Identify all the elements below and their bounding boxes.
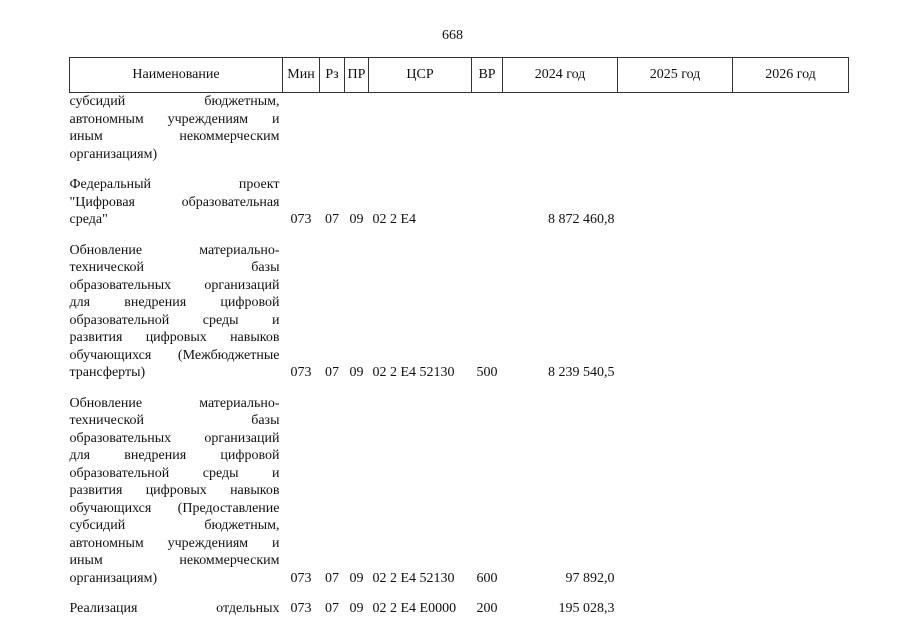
row-name <box>70 382 283 588</box>
row-csr: 02 2 Е4 52130 <box>372 365 455 380</box>
row-name-line: для внедрения цифровой <box>69 448 280 463</box>
table-header-row <box>70 58 849 93</box>
row-name-line: трансферты) <box>69 365 146 380</box>
row-2024: 8 872 460,8 <box>548 212 615 227</box>
row-2024 <box>503 93 618 164</box>
row-name-line: обучающихся (Предоставление <box>69 500 280 516</box>
row-2024: 195 028,3 <box>558 601 615 616</box>
row-2025 <box>618 229 733 382</box>
row-name-line: иным некоммерческим <box>69 129 280 144</box>
row-csr <box>369 93 472 164</box>
header-rz: Рз <box>320 58 345 93</box>
row-name-line: Реализация отдельных <box>69 601 280 616</box>
row-vr <box>472 163 503 229</box>
row-min <box>283 93 320 164</box>
page-number: 668 <box>442 28 463 43</box>
row-rz: 07 <box>325 365 339 380</box>
row-pr: 09 <box>349 570 364 586</box>
row-name-line: автономным учреждениям и <box>69 111 280 127</box>
row-2024: 8 239 540,5 <box>548 365 615 380</box>
table-row <box>70 93 849 164</box>
row-min: 073 <box>290 365 312 380</box>
row-name-line: образовательной среды и <box>69 465 280 481</box>
budget-table <box>69 57 849 618</box>
row-csr: 02 2 Е4 52130 <box>372 570 455 586</box>
row-2024: 97 892,0 <box>565 570 615 586</box>
header-2025: 2025 год <box>618 58 733 93</box>
row-2025 <box>618 587 733 618</box>
row-name-line: среда" <box>69 212 108 227</box>
row-2026 <box>733 382 849 588</box>
row-rz <box>320 93 345 164</box>
row-min: 073 <box>290 212 312 227</box>
row-vr: 200 <box>476 601 498 616</box>
row-csr: 02 2 Е4 <box>372 212 417 227</box>
row-rz: 07 <box>325 570 339 586</box>
row-name-line: организациям) <box>69 570 158 586</box>
row-name <box>70 229 283 382</box>
row-2025 <box>618 93 733 164</box>
row-name-line: для внедрения цифровой <box>69 295 280 310</box>
row-min: 073 <box>290 601 312 616</box>
header-min: Мин <box>283 58 320 93</box>
row-name <box>70 163 283 229</box>
row-name-line: развития цифровых навыков <box>69 483 280 498</box>
row-2026 <box>733 587 849 618</box>
header-name: Наименование <box>70 58 283 93</box>
row-name-line: обучающихся (Межбюджетные <box>69 347 280 363</box>
row-name <box>70 587 283 618</box>
row-csr: 02 2 Е4 Е0000 <box>372 601 457 616</box>
row-name-line: технической базы <box>69 260 280 275</box>
row-name-line: Обновление материально- <box>69 395 280 411</box>
header-pr: ПР <box>345 58 369 93</box>
row-2026 <box>733 93 849 164</box>
row-name-line: организациям) <box>69 146 158 162</box>
row-name-line: субсидий бюджетным, <box>69 518 280 533</box>
row-name-line: развития цифровых навыков <box>69 330 280 345</box>
row-2026 <box>733 229 849 382</box>
table-row <box>70 229 849 382</box>
row-2026 <box>733 163 849 229</box>
row-vr: 600 <box>476 570 498 586</box>
row-vr: 500 <box>476 365 498 380</box>
row-rz: 07 <box>325 212 339 227</box>
row-rz: 07 <box>325 601 339 616</box>
row-name-line: Обновление материально- <box>69 242 280 258</box>
row-2025 <box>618 382 733 588</box>
row-name-line: образовательных организаций <box>69 430 280 446</box>
row-pr <box>345 93 369 164</box>
row-pr: 09 <box>349 601 364 616</box>
row-pr: 09 <box>349 365 364 380</box>
row-pr: 09 <box>349 212 364 227</box>
header-vr: ВР <box>472 58 503 93</box>
header-2026: 2026 год <box>733 58 849 93</box>
row-name-line: "Цифровая образовательная <box>69 194 280 210</box>
row-vr <box>472 93 503 164</box>
header-csr: ЦСР <box>369 58 472 93</box>
row-name <box>70 93 283 164</box>
row-name-line: образовательных организаций <box>69 277 280 293</box>
table-row <box>70 382 849 588</box>
row-2025 <box>618 163 733 229</box>
row-name-line: технической базы <box>69 413 280 428</box>
header-2024: 2024 год <box>503 58 618 93</box>
table-row <box>70 587 849 618</box>
table-row <box>70 163 849 229</box>
row-name-line: образовательной среды и <box>69 312 280 328</box>
row-name-line: иным некоммерческим <box>69 553 280 568</box>
row-name-line: субсидий бюджетным, <box>69 94 280 109</box>
row-name-line: автономным учреждениям и <box>69 535 280 551</box>
row-name-line: Федеральный проект <box>69 177 280 192</box>
row-min: 073 <box>290 570 312 586</box>
